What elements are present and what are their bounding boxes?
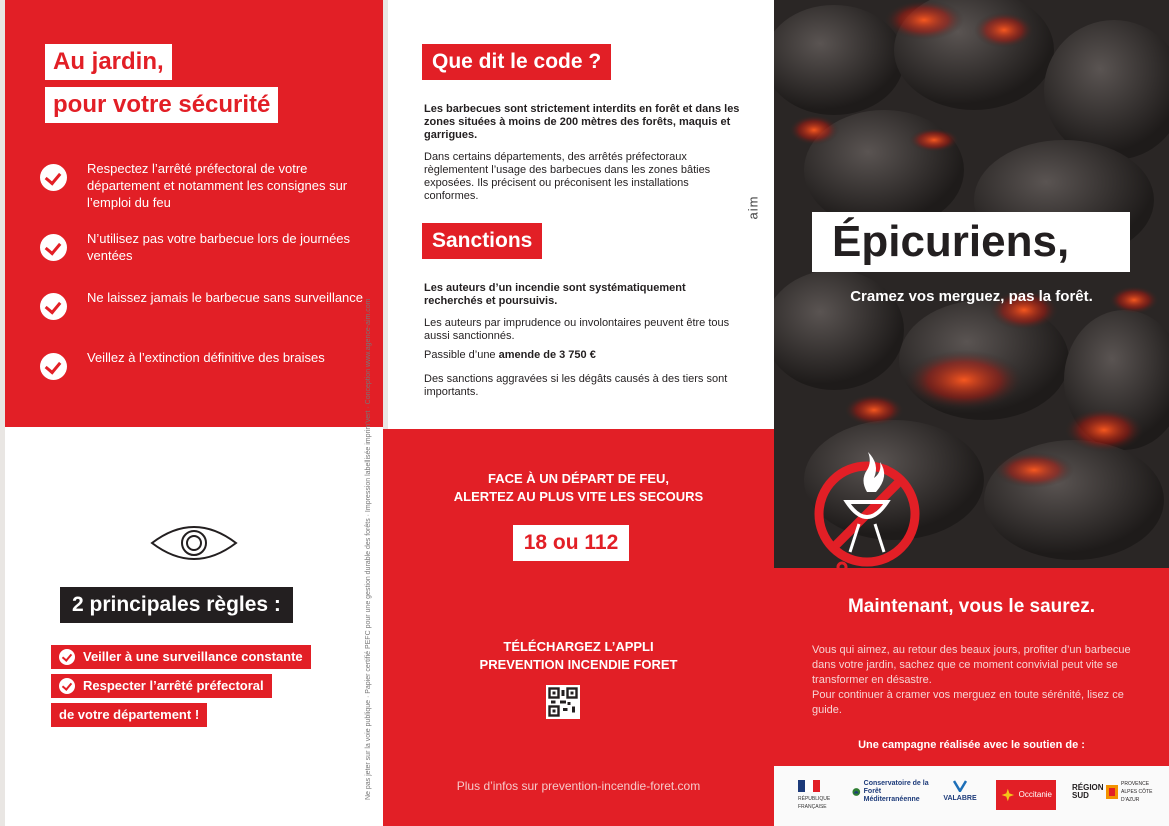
- rules-title: 2 principales règles :: [60, 587, 293, 623]
- partner-logos: [774, 766, 1169, 826]
- conservatoire-logo: Conservatoire de la Forêt Méditerranéenne: [852, 780, 932, 804]
- tip-item: [40, 160, 370, 211]
- code-title: Que dit le code ?: [422, 44, 611, 80]
- tip-item: [40, 289, 370, 320]
- left-title-line1: Au jardin,: [45, 44, 172, 80]
- tip-item: [40, 349, 370, 380]
- print-credit: Ne pas jeter sur la voie publique · Papier certifié PEFC pour une gestion durable des forêts · Impression labellisée imprim’vert · Conception www.agence-aim.com: [365, 298, 372, 800]
- cover-title: Épicuriens,: [812, 212, 1130, 272]
- rule-text: Respecter l’arrêté préfectoral: [83, 678, 264, 693]
- alert-line2: ALERTEZ AU PLUS VITE LES SECOURS: [453, 489, 704, 504]
- check-circle-icon: [40, 164, 67, 191]
- left-panel-bottom: [5, 427, 383, 826]
- right-panel-cover: [774, 0, 1169, 568]
- valabre-logo: VALABRE: [940, 780, 980, 803]
- tip-text: Respectez l’arrêté préfectoral de votre département et notamment les consignes sur l’emploi du feu: [87, 161, 348, 210]
- republique-logo: RÉPUBLIQUE FRANÇAISE: [798, 780, 858, 811]
- fine-text: Passible d’une amende de 3 750 €: [424, 349, 596, 361]
- check-circle-icon: [40, 293, 67, 320]
- right-panel-intro: [774, 568, 1169, 766]
- french-flag-icon: [798, 780, 820, 792]
- tip-text: Veillez à l’extinction définitive des braises: [87, 350, 325, 365]
- sanctions-text: Les auteurs par imprudence ou involontaires peuvent être tous aussi sanctionnés.: [424, 317, 730, 342]
- conservatoire-emblem-icon: [852, 783, 861, 801]
- region-sud-logo: RÉGION SUD PROVENCE ALPES CÔTE D’AZUR: [1072, 781, 1153, 803]
- rule-item: [51, 674, 272, 698]
- eye-icon: [150, 523, 238, 563]
- emergency-numbers: 18 ou 112: [513, 525, 629, 561]
- left-title-line2: pour votre sécurité: [45, 87, 278, 123]
- rule-text: Veiller à une surveillance constante: [83, 649, 303, 664]
- campaign-text: Une campagne réalisée avec le soutien de :: [858, 739, 1085, 751]
- aim-logo: aim: [745, 195, 761, 220]
- occitan-cross-icon: [1000, 785, 1016, 805]
- region-sud-emblem-icon: [1106, 785, 1118, 799]
- app-line1: TÉLÉCHARGEZ L’APPLI: [503, 639, 654, 654]
- intro-body: Vous qui aimez, au retour des beaux jours, profiter d’un barbecue dans votre jardin, sachez que ce moment convivial peut vite se transformer en désastre. Pour continuer à cramer vos merguez en toute sérénité, lisez ce guide.: [812, 644, 1131, 716]
- no-barbecue-icon: [812, 442, 922, 568]
- code-text: Dans certains départements, des arrêtés préfectoraux règlementent l’usage des barbecues dans les zones bâties exposées. Ils précisent ou préconisent les installations conformes.: [424, 151, 711, 202]
- rule-item: [51, 645, 311, 669]
- intro-headline: Maintenant, vous le saurez.: [847, 596, 1096, 617]
- code-bold-text: Les barbecues sont strictement interdits en forêt et dans les zones situées à moins de 200 mètres des forêts, maquis et garrigues.: [424, 103, 740, 141]
- tip-text: N’utilisez pas votre barbecue lors de journées ventées: [87, 231, 351, 263]
- left-panel-top: [5, 0, 383, 427]
- sanctions-title: Sanctions: [422, 223, 542, 259]
- rule-item-continued: [51, 703, 207, 727]
- cover-subtitle: Cramez vos merguez, pas la forêt.: [850, 288, 1093, 305]
- qr-code-icon[interactable]: [546, 685, 580, 719]
- valabre-emblem-icon: [953, 780, 967, 792]
- tip-text: Ne laissez jamais le barbecue sans surveillance: [87, 290, 364, 305]
- check-circle-icon: [59, 649, 75, 665]
- sanctions-bold-text: Les auteurs d’un incendie sont systématiquement recherchés et poursuivis.: [424, 282, 686, 307]
- check-circle-icon: [40, 234, 67, 261]
- tip-item: [40, 230, 370, 264]
- alert-line1: FACE À UN DÉPART DE FEU,: [487, 471, 670, 486]
- more-info-link[interactable]: Plus d’infos sur prevention-incendie-foret.com: [456, 779, 701, 793]
- check-circle-icon: [40, 353, 67, 380]
- middle-panel-bottom: [383, 429, 774, 826]
- rule-text: de votre département !: [59, 707, 200, 722]
- occitanie-logo: Occitanie: [996, 780, 1056, 810]
- middle-panel-top: [388, 0, 774, 429]
- check-circle-icon: [59, 678, 75, 694]
- aggravated-sanctions-text: Des sanctions aggravées si les dégâts causés à des tiers sont importants.: [424, 373, 728, 398]
- app-line2: PREVENTION INCENDIE FORET: [479, 657, 678, 672]
